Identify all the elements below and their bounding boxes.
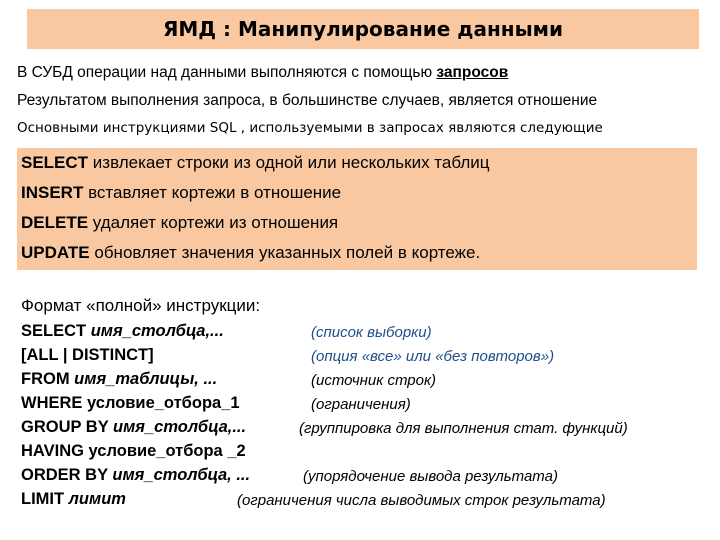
command-update — [21, 243, 480, 263]
format-argument: лимит — [68, 490, 126, 508]
command-keyword: SELECT — [21, 153, 89, 172]
intro-line-1-text: В СУБД операции над данными выполняются с помощью — [17, 64, 437, 81]
format-row-select — [21, 322, 224, 341]
format-note: (ограничения) — [311, 396, 411, 413]
title-banner — [27, 9, 699, 49]
format-argument: имя_столбца,... — [90, 322, 224, 340]
command-description: извлекает строки из одной или нескольких таблиц — [88, 153, 490, 172]
format-keyword: WHERE условие_отбора_1 — [21, 394, 240, 412]
format-note: (источник строк) — [311, 372, 437, 389]
command-delete — [21, 213, 338, 233]
format-row-all-distinct — [21, 346, 154, 365]
sql-commands-box — [17, 148, 697, 270]
format-argument: имя_столбца,... — [113, 418, 247, 436]
intro-line-1 — [17, 64, 508, 82]
format-note: (опция «все» или «без повторов») — [311, 348, 555, 365]
format-note: (список выборки) — [311, 324, 432, 341]
format-row-limit — [21, 490, 126, 509]
format-argument: имя_столбца, ... — [112, 466, 251, 484]
intro-line-3: Основными инструкциями SQL , используемыми в запросах являются следующие — [17, 120, 603, 136]
format-keyword: [ALL | DISTINCT] — [21, 346, 154, 364]
format-keyword: LIMIT — [21, 490, 69, 508]
format-row-where — [21, 394, 240, 413]
command-description: вставляет кортежи в отношение — [83, 183, 342, 202]
format-note: (ограничения числа выводимых строк результата) — [237, 492, 606, 509]
command-description: удаляет кортежи из отношения — [88, 213, 339, 232]
command-keyword: DELETE — [21, 213, 89, 232]
format-row-from — [21, 370, 217, 389]
format-title: Формат «полной» инструкции: — [21, 296, 261, 315]
intro-line-2: Результатом выполнения запроса, в большинстве случаев, является отношение — [17, 92, 598, 109]
page-title: ЯМД : Манипулирование данными — [162, 17, 564, 41]
command-description: обновляет значения указанных полей в кортеже. — [89, 243, 481, 262]
command-insert — [21, 183, 341, 203]
format-keyword: ORDER BY — [21, 466, 113, 484]
format-keyword: FROM — [21, 370, 75, 388]
format-row-having — [21, 442, 246, 461]
queries-link[interactable]: запросов — [436, 64, 509, 81]
format-keyword: SELECT — [21, 322, 91, 340]
format-row-order-by — [21, 466, 250, 485]
command-keyword: INSERT — [21, 183, 84, 202]
format-row-group-by — [21, 418, 246, 437]
format-keyword: GROUP BY — [21, 418, 113, 436]
format-note: (упорядочение вывода результата) — [303, 468, 558, 485]
command-keyword: UPDATE — [21, 243, 90, 262]
format-note: (группировка для выполнения стат. функций) — [299, 420, 628, 437]
format-keyword: HAVING условие_отбора _2 — [21, 442, 246, 460]
command-select — [21, 153, 489, 173]
format-argument: имя_таблицы, ... — [74, 370, 218, 388]
